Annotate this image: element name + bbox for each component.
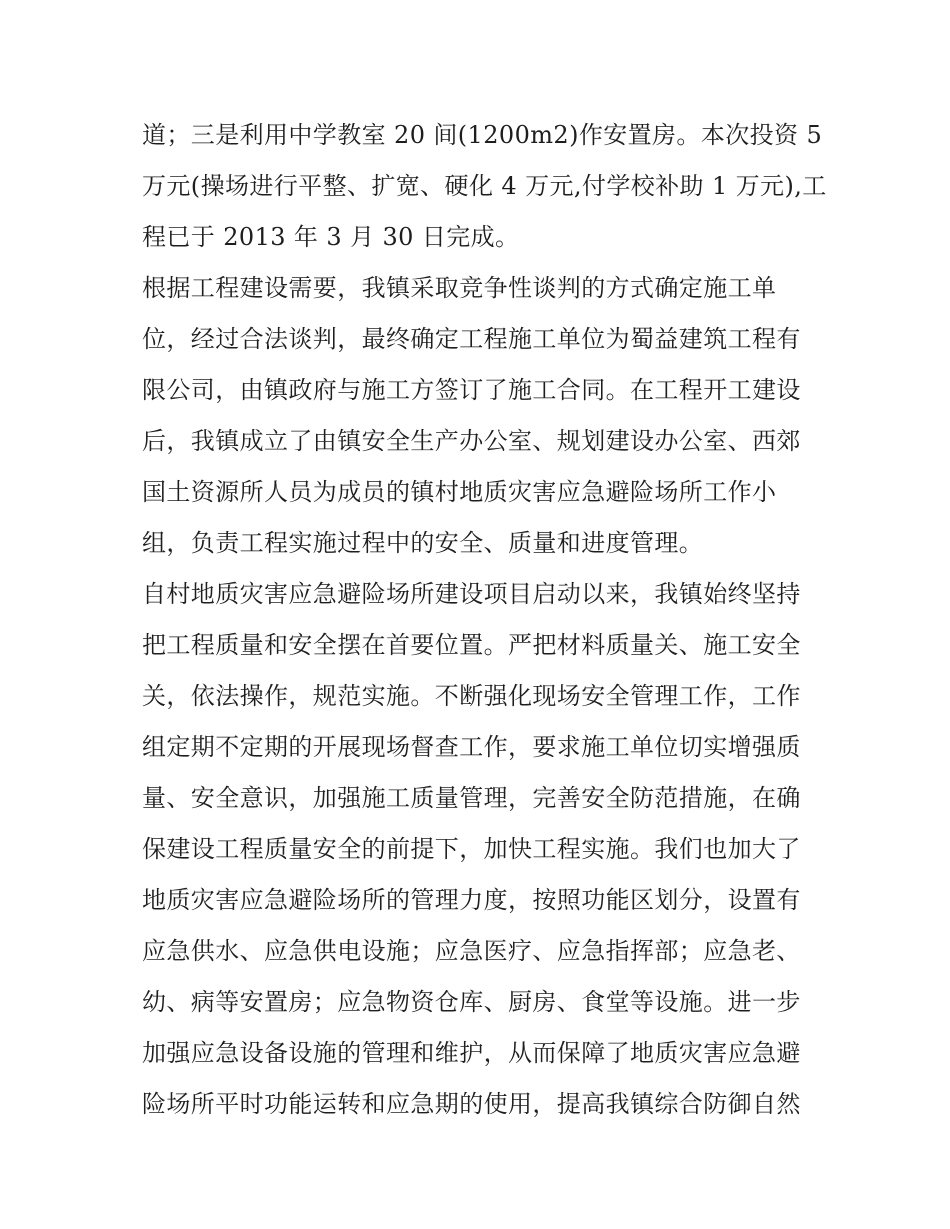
- text-line: 幼、病等安置房；应急物资仓库、厨房、食堂等设施。进一步: [142, 988, 801, 1016]
- text-line: 量、安全意识，加强施工质量管理，完善安全防范措施，在确: [142, 784, 801, 812]
- text-line: 限公司，由镇政府与施工方签订了施工合同。在工程开工建设: [142, 376, 801, 404]
- text-line: 万元(操场进行平整、扩宽、硬化 4 万元,付学校补助 1 万元),工: [142, 172, 827, 200]
- text-line: 保建设工程质量安全的前提下，加快工程实施。我们也加大了: [142, 835, 801, 863]
- document-body: [142, 110, 827, 1130]
- text-line: 国土资源所人员为成员的镇村地质灾害应急避险场所工作小: [142, 478, 777, 506]
- text-line: 后，我镇成立了由镇安全生产办公室、规划建设办公室、西郊: [142, 427, 801, 455]
- text-line: 位，经过合法谈判，最终确定工程施工单位为蜀益建筑工程有: [142, 325, 801, 353]
- text-line: 程已于 2013 年 3 月 30 日完成。: [142, 223, 520, 251]
- text-line: 道；三是利用中学教室 20 间(1200m2)作安置房。本次投资 5: [142, 121, 823, 149]
- text-line: 自村地质灾害应急避险场所建设项目启动以来，我镇始终坚持: [142, 580, 801, 608]
- text-line: 地质灾害应急避险场所的管理力度，按照功能区划分，设置有: [142, 886, 801, 914]
- text-line: 险场所平时功能运转和应急期的使用，提高我镇综合防御自然: [142, 1090, 801, 1118]
- text-line: 根据工程建设需要，我镇采取竞争性谈判的方式确定施工单: [142, 274, 777, 302]
- text-line: 把工程质量和安全摆在首要位置。严把材料质量关、施工安全: [142, 631, 801, 659]
- text-line: 加强应急设备设施的管理和维护，从而保障了地质灾害应急避: [142, 1039, 801, 1067]
- text-line: 组，负责工程实施过程中的安全、质量和进度管理。: [142, 529, 704, 557]
- text-line: 应急供水、应急供电设施；应急医疗、应急指挥部；应急老、: [142, 937, 801, 965]
- text-line: 组定期不定期的开展现场督查工作，要求施工单位切实增强质: [142, 733, 801, 761]
- text-line: 关，依法操作，规范实施。不断强化现场安全管理工作，工作: [142, 682, 801, 710]
